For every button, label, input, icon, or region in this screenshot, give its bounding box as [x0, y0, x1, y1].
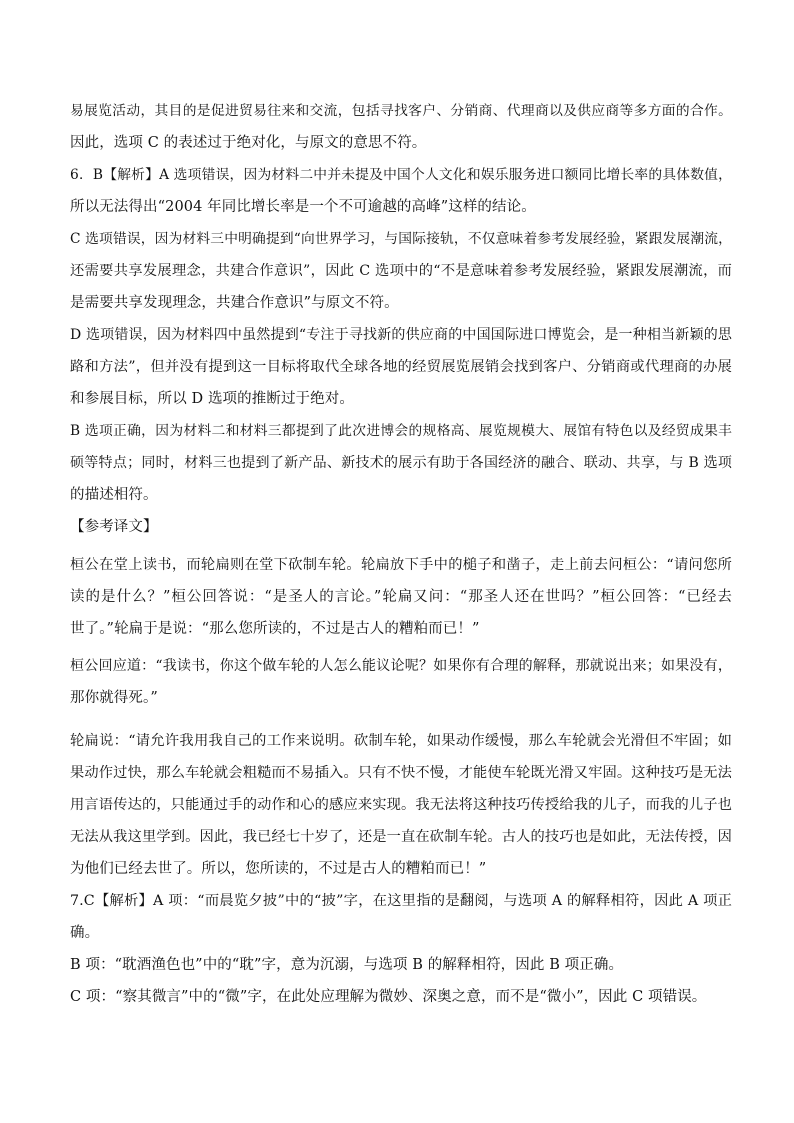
text-line: 所以无法得出“2004 年同比增长率是一个不可逾越的高峰”这样的结论。 [70, 199, 536, 215]
text-line: 路和方法”，但并没有提到这一目标将取代全球各地的经贸展览展销会找到客户、分销商或代理商的办展 [70, 359, 732, 375]
text-line: 是需要共享发现理念，共建合作意识”与原文不符。 [70, 295, 399, 311]
text-line: 那你就得死。” [70, 690, 158, 706]
text-line: 桓公在堂上读书，而轮扁则在堂下砍制车轮。轮扁放下手中的槌子和凿子，走上前去问桓公：“请问您所 [70, 557, 732, 573]
text-line: B 项：“耽酒渔色也”中的“耽”字，意为沉溺，与选项 B 的解释相符，因此 B 项正确。 [70, 957, 624, 973]
text-line: 无法从我这里学到。因此，我已经七十岁了，还是一直在砍制车轮。古人的技巧也是如此，无法传授，因 [70, 829, 732, 845]
text-line: 7.C【解析】A 项：“而晨览夕披”中的“披”字，在这里指的是翻阅，与选项 A 的解释相符，因此 A 项正 [70, 893, 732, 909]
text-line: 硕等特点；同时，材料三也提到了新产品、新技术的展示有助于各国经济的融合、联动、共享，与 B 选项 [70, 455, 732, 471]
text-line: 确。 [70, 925, 100, 941]
section-heading: 【参考译文】 [70, 519, 158, 535]
text-line: C 选项错误，因为材料三中明确提到“向世界学习，与国际接轨，不仅意味着参考发展经验，紧跟发展潮流， [70, 231, 732, 247]
text-line: 果动作过快，那么车轮就会粗糙而不易插入。只有不快不慢，才能使车轮既光滑又牢固。这种技巧是无法 [70, 765, 732, 781]
text-line: D 选项错误，因为材料四中虽然提到“专注于寻找新的供应商的中国国际进口博览会，是一种相当新颖的思 [70, 327, 732, 343]
text-line: 为他们已经去世了。所以，您所读的，不过是古人的糟粕而已！” [70, 861, 487, 877]
text-line: 的描述相符。 [70, 487, 158, 503]
text-line: C 项：“察其微言”中的“微”字，在此处应理解为微妙、深奥之意，而不是“微小”，因此 C 项错误。 [70, 989, 707, 1005]
text-line: 易展览活动，其目的是促进贸易往来和交流，包括寻找客户、分销商、代理商以及供应商等多方面的合作。 [70, 103, 732, 119]
text-line: 读的是什么？”桓公回答说：“是圣人的言论。”轮扁又问：“那圣人还在世吗？”桓公回答：“已经去 [70, 589, 732, 605]
text-line: 和参展目标，所以 D 选项的推断过于绝对。 [70, 391, 354, 407]
text-line: 世了。”轮扁于是说：“那么您所读的，不过是古人的糟粕而已！” [70, 621, 480, 637]
text-line: 轮扁说：“请允许我用我自己的工作来说明。砍制车轮，如果动作缓慢，那么车轮就会光滑但不牢固；如 [70, 733, 732, 749]
text-line: 因此，选项 C 的表述过于绝对化，与原文的意思不符。 [70, 135, 427, 151]
text-line: 桓公回应道：“我读书，你这个做车轮的人怎么能议论呢？如果你有合理的解释，那就说出来；如果没有， [70, 658, 732, 674]
text-line: 用言语传达的，只能通过手的动作和心的感应来实现。我无法将这种技巧传授给我的儿子，而我的儿子也 [70, 797, 732, 813]
text-line: 还需要共享发展理念，共建合作意识”，因此 C 选项中的“不是意味着参考发展经验，紧跟发展潮流，而 [70, 263, 732, 279]
text-line: 6．B【解析】A 选项错误，因为材料二中并未提及中国个人文化和娱乐服务进口额同比增长率的具体数值， [70, 167, 732, 183]
text-line: B 选项正确，因为材料二和材料三都提到了此次进博会的规格高、展览规模大、展馆有特色以及经贸成果丰 [70, 423, 732, 439]
